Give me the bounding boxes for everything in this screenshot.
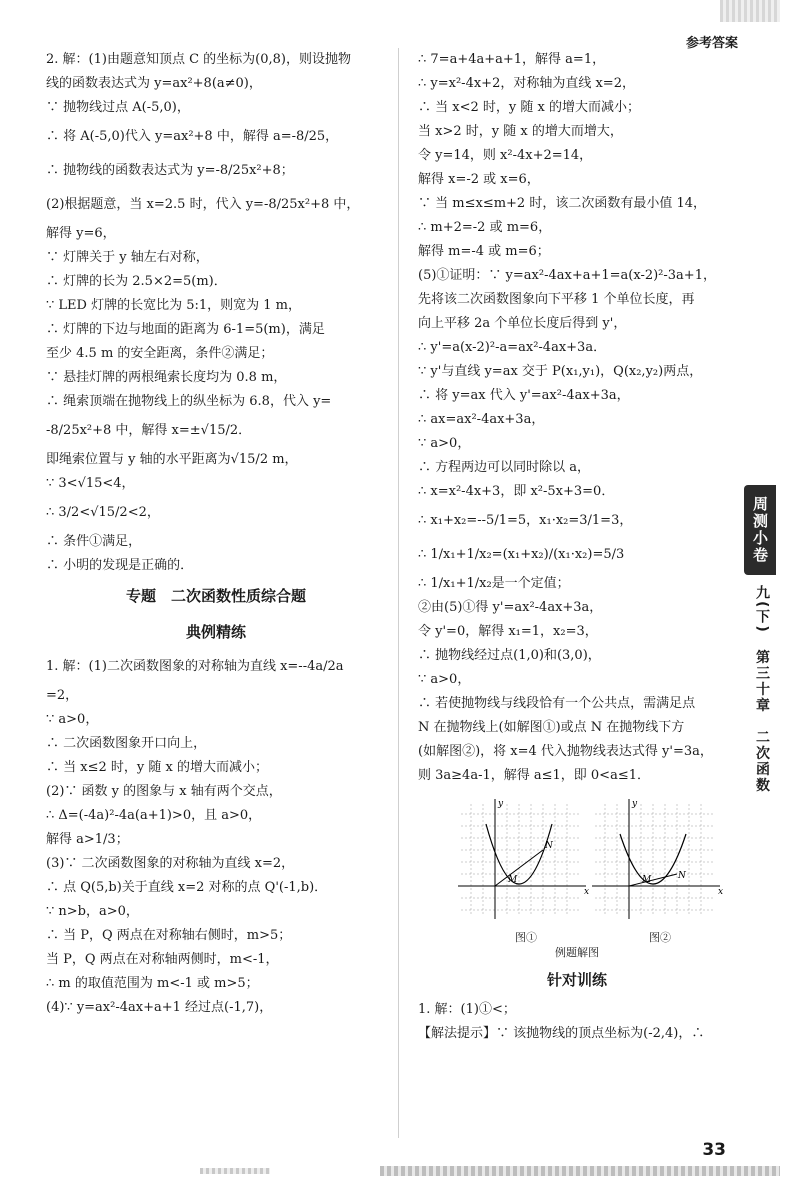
answer-line: ∴ 当 x≤2 时，y 随 x 的增大而减小；	[46, 760, 268, 775]
answer-line: (4)∵ y=ax²-4ax+a+1 经过点(-1,7)，	[46, 1000, 273, 1015]
answer-line: ∴ y=x²-4x+2，对称轴为直线 x=2，	[418, 76, 635, 91]
right-column	[418, 48, 736, 1046]
answer-line: ∴ 7=a+4a+a+1，解得 a=1，	[418, 52, 606, 67]
answer-line: ∴ x=x²-4x+3，即 x²-5x+3=0．	[418, 484, 615, 499]
answer-line: ∴ x₁+x₂=--5/1=5，x₁·x₂=3/1=3，	[418, 513, 633, 528]
answer-line: ∴ 若使抛物线与线段恰有一个公共点，需满足点	[418, 696, 696, 711]
svg-text:x: x	[718, 887, 724, 897]
figure-2-graph	[590, 794, 730, 924]
left-column	[46, 48, 386, 1020]
answer-line: 令 y=14，则 x²-4x+2=14，	[418, 148, 593, 163]
chapter-label: 九(下) 第三十章 二次函数	[754, 585, 770, 794]
answer-line: (3)∵ 二次函数图象的对称轴为直线 x=2，	[46, 856, 295, 871]
answer-line: 令 y'=0，解得 x₁=1，x₂=3，	[418, 624, 598, 639]
answer-line: ∴ 二次函数图象开口向上，	[46, 736, 207, 751]
answer-line: ∴ 1/x₁+1/x₂是一个定值；	[418, 576, 570, 591]
answer-line: ∴ Δ=(-4a)²-4a(a+1)>0，且 a>0，	[46, 808, 262, 823]
answer-line: -8/25x²+8 中，解得 x=±√15/2．	[46, 423, 252, 438]
training-title: 针对训练	[546, 971, 607, 989]
answer-line: ∴ 灯牌的长为 2.5×2=5(m)．	[46, 274, 227, 289]
answer-line: ∵ 3<√15<4，	[46, 476, 135, 491]
figure-caption: 例题解图	[555, 946, 599, 959]
answer-line: ∵ 抛物线过点 A(-5,0)，	[46, 100, 190, 115]
answer-line: 即绳索位置与 y 轴的水平距离为√15/2 m，	[46, 452, 298, 467]
answer-line: ∴ y'=a(x-2)²-a=ax²-4ax+3a．	[418, 340, 607, 355]
page-header: 参考答案	[685, 36, 738, 51]
left-answer-block-2	[46, 650, 386, 1020]
answer-line: ∵ n>b，a>0，	[46, 904, 139, 919]
answer-line: ∵ LED 灯牌的长宽比为 5:1，则宽为 1 m，	[46, 298, 301, 313]
answer-line: ∴ 灯牌的下边与地面的距离为 6-1=5(m)，满足	[46, 322, 325, 337]
answer-line: 2. 解：(1)由题意知顶点 C 的坐标为(0,8)，则设抛物	[46, 52, 351, 67]
answer-line: 【解法提示】∵ 该抛物线的顶点坐标为(-2,4)，∴	[418, 1026, 705, 1041]
answer-line: ∵ a>0，	[418, 436, 471, 451]
answer-line: 当 x>2 时，y 随 x 的增大而增大，	[418, 124, 623, 139]
svg-text:y: y	[632, 799, 638, 809]
answer-line: ∴ 抛物线经过点(1,0)和(3,0)，	[418, 648, 601, 663]
svg-text:N: N	[678, 871, 686, 881]
svg-text:x: x	[584, 887, 590, 897]
answer-line: ∵ 当 m≤x≤m+2 时，该二次函数有最小值 14，	[418, 196, 707, 211]
answer-line: ∴ 小明的发现是正确的．	[46, 558, 194, 573]
answer-line: 解得 a>1/3；	[46, 832, 129, 847]
answer-line: 1. 解：(1)二次函数图象的对称轴为直线 x=--4a/2a	[46, 659, 344, 674]
answer-line: (如解图②)，将 x=4 代入抛物线表达式得 y'=3a，	[418, 744, 713, 759]
answer-line: ∵ 灯牌关于 y 轴左右对称，	[46, 250, 209, 265]
answer-line: 当 P，Q 两点在对称轴两侧时，m<-1，	[46, 952, 279, 967]
page-number: 33	[702, 1140, 726, 1160]
answer-line: 至少 4.5 m 的安全距离，条件②满足；	[46, 346, 274, 361]
answer-line: 先将该二次函数图象向下平移 1 个单位长度，再	[418, 292, 695, 307]
svg-text:M: M	[508, 875, 518, 885]
column-divider	[398, 48, 399, 1138]
answer-line: ∴ 3/2<√15/2<2，	[46, 505, 160, 520]
answer-line: 则 3a≥4a-1，解得 a≤1，即 0<a≤1．	[418, 768, 650, 783]
answer-line: 线的函数表达式为 y=ax²+8(a≠0)，	[46, 76, 262, 91]
answer-line: ∴ 将 y=ax 代入 y'=ax²-4ax+3a，	[418, 388, 630, 403]
answer-line: N 在抛物线上(如解图①)或点 N 在抛物线下方	[418, 720, 685, 735]
figure-2-label: 图②	[649, 931, 671, 944]
answer-line: (5)①证明：∵ y=ax²-4ax+a+1=a(x-2)²-3a+1，	[418, 268, 716, 283]
left-answer-block	[46, 48, 386, 578]
answer-line: ∴ 方程两边可以同时除以 a，	[418, 460, 591, 475]
answer-line: ∴ ax=ax²-4ax+3a，	[418, 412, 545, 427]
answer-line: ∴ 绳索顶端在抛物线上的纵坐标为 6.8，代入 y=	[46, 394, 332, 409]
answer-line: 向上平移 2a 个单位长度后得到 y'，	[418, 316, 627, 331]
figure-1-graph	[456, 794, 596, 924]
answer-line: (2)根据题意，当 x=2.5 时，代入 y=-8/25x²+8 中，	[46, 197, 360, 212]
answer-line: ∴ 当 P，Q 两点在对称轴右侧时，m>5；	[46, 928, 292, 943]
answer-line: ∴ 抛物线的函数表达式为 y=-8/25x²+8；	[46, 163, 294, 178]
answer-line: 1. 解：(1)①<；	[418, 1002, 516, 1017]
answer-line: ∴ m+2=-2 或 m=6，	[418, 220, 552, 235]
figure-1-label: 图①	[515, 931, 537, 944]
svg-text:N: N	[545, 841, 553, 851]
answer-line: (2)∵ 函数 y 的图象与 x 轴有两个交点，	[46, 784, 282, 799]
right-answer-block	[418, 48, 736, 788]
answer-line: ②由(5)①得 y'=ax²-4ax+3a，	[418, 600, 603, 615]
answer-line: ∴ 条件①满足，	[46, 534, 142, 549]
answer-line: 解得 y=6，	[46, 226, 116, 241]
answer-line: ∵ 悬挂灯牌的两根绳索长度均为 0.8 m，	[46, 370, 287, 385]
bottom-decoration	[380, 1166, 780, 1176]
bottom-decoration-2	[200, 1168, 270, 1174]
svg-text:M: M	[642, 875, 652, 885]
answer-line: ∴ 点 Q(5,b)关于直线 x=2 对称的点 Q'(-1,b)．	[46, 880, 328, 895]
top-decoration	[720, 0, 780, 22]
answer-line: 解得 m=-4 或 m=6；	[418, 244, 550, 259]
answer-line: ∴ m 的取值范围为 m<-1 或 m>5；	[46, 976, 259, 991]
side-tab: 周测小卷	[744, 485, 776, 575]
svg-text:y: y	[498, 799, 504, 809]
answer-line: ∴ 当 x<2 时，y 随 x 的增大而减小；	[418, 100, 640, 115]
right-answer-block-2	[418, 998, 736, 1046]
answer-line: ∴ 1/x₁+1/x₂=(x₁+x₂)/(x₁·x₂)=5/3	[418, 547, 625, 562]
answer-line: ∵ a>0，	[46, 712, 99, 727]
answer-line: =2，	[46, 688, 79, 703]
subsection-title: 典例精练	[185, 623, 246, 641]
answer-line: ∴ 将 A(-5,0)代入 y=ax²+8 中，解得 a=-8/25，	[46, 129, 339, 144]
figures	[418, 794, 736, 944]
answer-line: 解得 x=-2 或 x=6，	[418, 172, 540, 187]
answer-line: ∵ y'与直线 y=ax 交于 P(x₁,y₁)，Q(x₂,y₂)两点，	[418, 364, 703, 379]
answer-line: ∵ a>0，	[418, 672, 471, 687]
section-title: 专题 二次函数性质综合题	[125, 587, 306, 605]
